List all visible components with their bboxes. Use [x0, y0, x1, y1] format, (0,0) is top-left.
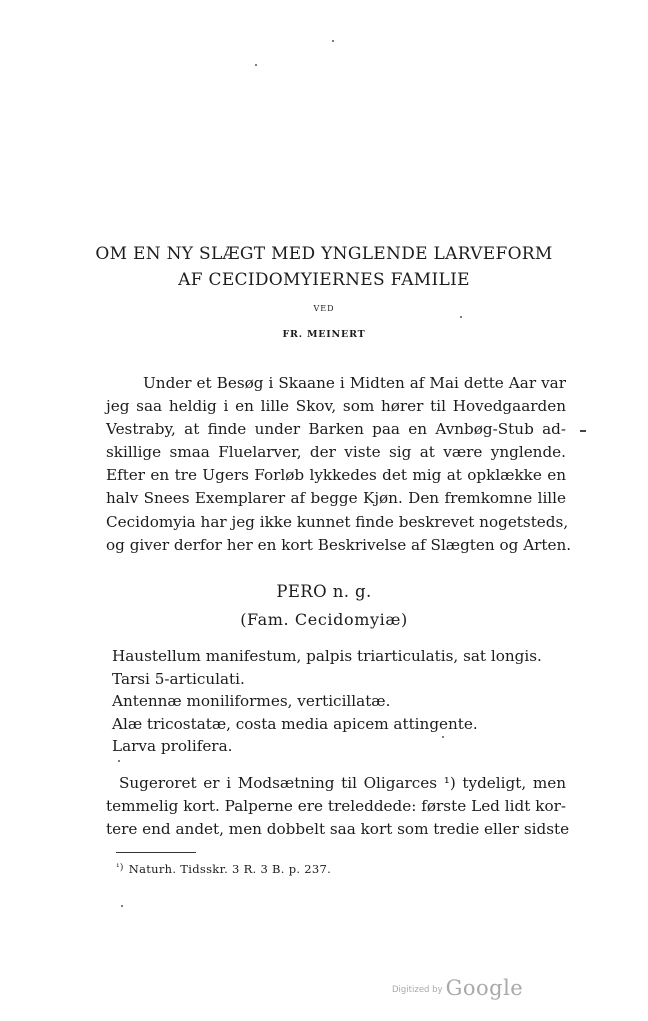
- footnote: [116, 862, 331, 876]
- text-line: tere end andet, men dobbelt saa kort som tredie eller sidste: [106, 820, 570, 839]
- scan-speck: [118, 760, 120, 762]
- family-subheading: (Fam. Cecidomyiæ): [240, 610, 408, 629]
- diagnosis-line: Larva prolifera.: [112, 737, 233, 756]
- text-line: Under et Besøg i Skaane i Midten af Mai dette Aar var: [143, 374, 566, 392]
- footnote-mark: ¹): [116, 863, 124, 873]
- google-watermark: [392, 976, 523, 1000]
- diagnosis-line: Antennæ moniliformes, verticillatæ.: [112, 692, 391, 711]
- google-logo: Google: [445, 976, 524, 1000]
- genus-heading: PERO n. g.: [276, 582, 372, 601]
- footnote-rule: [116, 852, 196, 853]
- diagnosis-line: Alæ tricostatæ, costa media apicem attingente.: [112, 714, 478, 733]
- article-title-line-2: AF CECIDOMYIERNES FAMILIE: [178, 270, 470, 290]
- scan-speck: [332, 40, 334, 42]
- diagnosis-line: Tarsi 5-articulati.: [112, 669, 245, 688]
- watermark-prefix: Digitized by: [392, 985, 443, 995]
- article-title-line-1: OM EN NY SLÆGT MED YNGLENDE LARVEFORM: [95, 244, 553, 264]
- text-line: halv Snees Exemplarer af begge Kjøn. Den fremkomne lille: [106, 489, 566, 508]
- text-line: Vestraby, at finde under Barken paa en Avnbøg-Stub ad-: [106, 420, 566, 439]
- latin-diagnosis: [112, 645, 542, 758]
- scan-speck: [580, 430, 586, 432]
- text-line: Efter en tre Ugers Forløb lykkedes det mig at opklække en: [106, 466, 566, 485]
- scan-speck: [460, 316, 462, 318]
- author-name: FR. MEINERT: [282, 329, 366, 340]
- text-line: Sugeroret er i Modsætning til Oligarces ¹) tydeligt, men: [119, 774, 566, 792]
- scan-speck: [121, 905, 123, 907]
- diagnosis-line: Haustellum manifestum, palpis triarticulatis, sat longis.: [112, 647, 542, 665]
- byline-ved: VED: [313, 304, 335, 313]
- text-line: temmelig kort. Palperne ere treleddede: første Led lidt kor-: [106, 797, 566, 816]
- scan-speck: [255, 64, 257, 66]
- text-line: Cecidomyia har jeg ikke kunnet finde beskrevet nogetsteds,: [106, 512, 569, 531]
- description-paragraph: [106, 772, 570, 841]
- footnote-text: Naturh. Tidsskr. 3 R. 3 B. p. 237.: [128, 862, 332, 876]
- intro-paragraph: [106, 372, 572, 557]
- text-line: skillige smaa Fluelarver, der viste sig at være ynglende.: [106, 443, 566, 462]
- text-line: og giver derfor her en kort Beskrivelse af Slægten og Arten.: [106, 535, 572, 554]
- text-line: jeg saa heldig i en lille Skov, som hører til Hovedgaarden: [106, 397, 566, 416]
